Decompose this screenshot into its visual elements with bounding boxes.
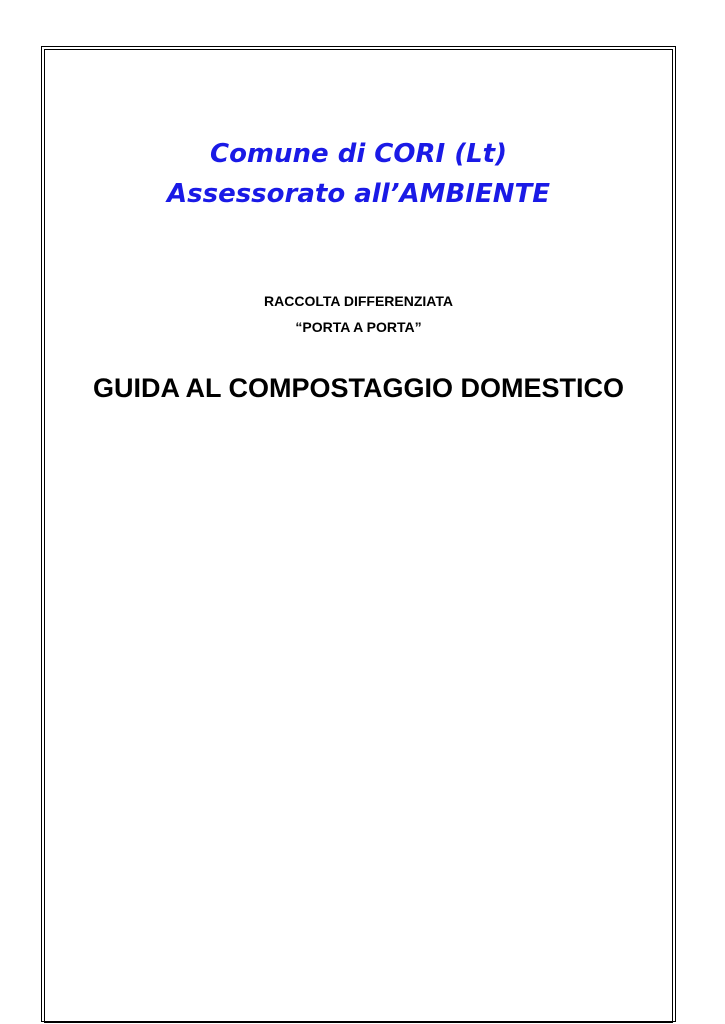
department-name: Assessorato all’AMBIENTE (167, 179, 550, 209)
municipality-header (44, 134, 673, 214)
subheading-line-2: “PORTA A PORTA” (295, 319, 422, 335)
subheading-line-1: RACCOLTA DIFFERENZIATA (264, 293, 453, 309)
document-title: GUIDA AL COMPOSTAGGIO DOMESTICO (92, 373, 624, 403)
subheading (44, 288, 673, 340)
municipality-name: Comune di CORI (Lt) (209, 139, 507, 169)
